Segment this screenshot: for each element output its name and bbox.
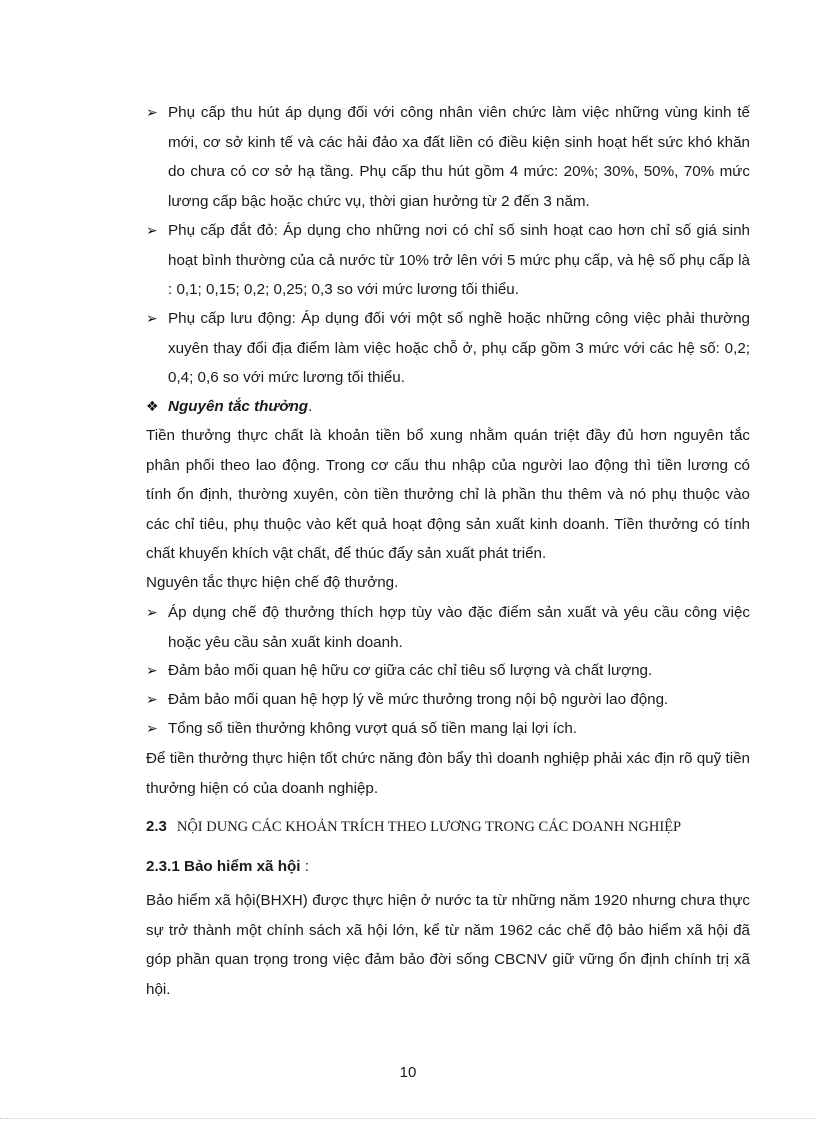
arrow-bullet-icon: ➢ (146, 720, 158, 736)
page-number: 10 (399, 1064, 417, 1081)
list-item (146, 304, 750, 393)
reward-paragraph (146, 421, 750, 569)
bhxh-paragraph-text: Bảo hiểm xã hội(BHXH) được thực hiện ở nước ta từ những năm 1920 nhưng chưa thực sự trở thành một chính sách xã hội lớn, kể từ năm 1962 các chế độ bảo hiểm xã hội đã góp phần quan trọng trong việc đảm bảo đời sống CBCNV giữ vững ổn định chính trị xã hội. (146, 892, 750, 998)
list-item-text: Đảm bảo mối quan hệ hữu cơ giữa các chỉ tiêu số lượng và chất lượng. (168, 662, 653, 679)
list-item-text: Phụ cấp thu hút áp dụng đối với công nhân viên chức làm việc những vùng kinh tế mới, cơ sở kinh tế và các hải đảo xa đất liền có điều kiện sinh hoạt hết sức khó khăn do chưa có cơ sở hạ tầng. Phụ cấp thu hút gồm 4 mức: 20%; 30%, 50%, 70% mức lương cấp bậc hoặc chức vụ, thời gian hưởng từ 2 đến 3 năm. (168, 104, 750, 210)
arrow-bullet-icon: ➢ (146, 310, 158, 326)
list-item-text: Phụ cấp lưu động: Áp dụng đối với một số nghề hoặc những công việc phải thường xuyên thay đổi địa điểm làm việc hoặc chỗ ở, phụ cấp gồm 3 mức với các hệ số: 0,2; 0,4; 0,6 so với mức lương tối thiểu. (168, 310, 750, 386)
page-bottom-rule (0, 1118, 816, 1119)
diamond-bullet-icon: ❖ (146, 398, 159, 414)
reward-heading-text: Nguyên tắc thưởng (168, 398, 309, 415)
principle-intro (146, 568, 750, 598)
section-heading (146, 818, 766, 836)
list-item-text: Tổng số tiền thưởng không vượt quá số tiền mang lại lợi ích. (168, 720, 578, 737)
list-item (146, 98, 750, 216)
list-item-text: Đảm bảo mối quan hệ hợp lý về mức thưởng trong nội bộ người lao động. (168, 691, 669, 708)
closing-paragraph-text: Để tiền thưởng thực hiện tốt chức năng đòn bẩy thì doanh nghiệp phải xác địn rõ quỹ tiền thưởng hiện có của doanh nghiệp. (146, 750, 750, 797)
section-number: 2.3 (146, 818, 167, 835)
list-item-text: Áp dụng chế độ thưởng thích hợp tùy vào đặc điểm sản xuất và yêu cầu công việc hoặc yêu cầu sản xuất kinh doanh. (168, 604, 750, 651)
arrow-bullet-icon: ➢ (146, 662, 158, 678)
section-title: NỘI DUNG CÁC KHOẢN TRÍCH THEO LƯƠNG TRONG CÁC DOANH NGHIỆP (176, 819, 682, 835)
principle-intro-text: Nguyên tắc thực hiện chế độ thưởng. (146, 574, 399, 591)
list-item (146, 598, 750, 657)
list-item (146, 714, 750, 744)
arrow-bullet-icon: ➢ (146, 604, 158, 620)
arrow-bullet-icon: ➢ (146, 104, 158, 120)
reward-heading-punct: . (308, 398, 313, 415)
arrow-bullet-icon: ➢ (146, 222, 158, 238)
subsection-suffix: : (300, 858, 309, 875)
reward-paragraph-text: Tiền thưởng thực chất là khoản tiền bổ xung nhằm quán triệt đầy đủ hơn nguyên tắc phân phối theo lao động. Trong cơ cấu thu nhập của người lao động thì tiền lương có tính ổn định, thường xuyên, còn tiền thưởng chỉ là phần thu thêm và nó phụ thuộc vào các chỉ tiêu, phụ thuộc vào kết quả hoạt động sản xuất kinh doanh. Tiền thưởng có tính chất khuyến khích vật chất, để thúc đẩy sản xuất phát triển. (146, 427, 750, 562)
reward-heading (146, 392, 750, 422)
list-item (146, 685, 750, 715)
subsection-heading (146, 852, 309, 882)
subsection-title: 2.3.1 Bảo hiểm xã hội (146, 858, 301, 875)
list-item (146, 656, 750, 686)
arrow-bullet-icon: ➢ (146, 691, 158, 707)
list-item-text: Phụ cấp đắt đỏ: Áp dụng cho những nơi có chỉ số sinh hoạt cao hơn chỉ số giá sinh hoạt bình thường của cả nước từ 10% trở lên với 5 mức phụ cấp, và hệ số phụ cấp là : 0,1; 0,15; 0,2; 0,25; 0,3 so với mức lương tối thiểu. (168, 222, 750, 298)
bhxh-paragraph (146, 886, 750, 1004)
closing-paragraph (146, 744, 750, 803)
list-item (146, 216, 750, 305)
